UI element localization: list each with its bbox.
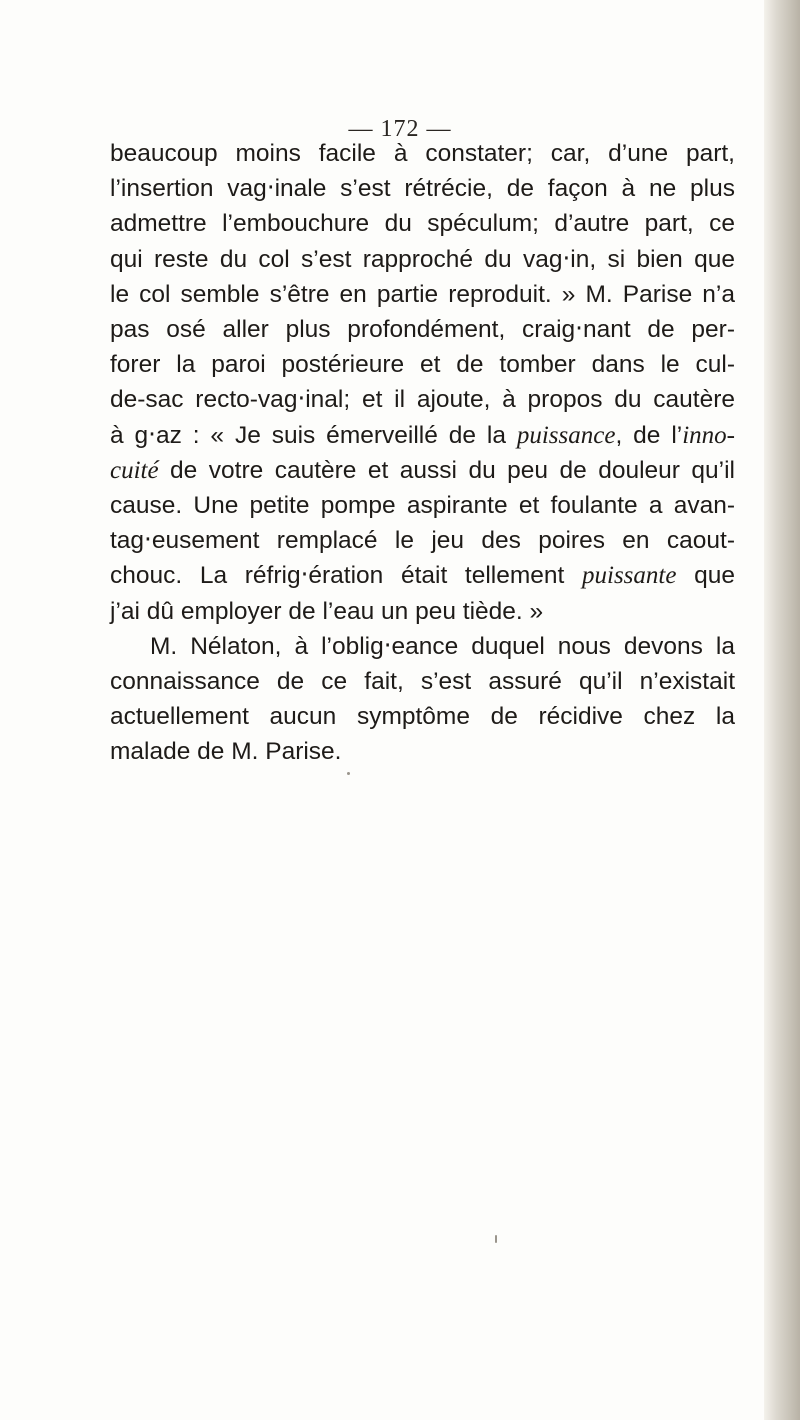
italic-word: puissance xyxy=(516,421,616,449)
paper-speck xyxy=(347,772,350,775)
paper-speck xyxy=(495,1235,497,1243)
text-line: beaucoup moins facile à constater; car, d’une part, xyxy=(110,140,735,167)
text-line: admettre l’embouchure du spéculum; d’autre part, ce xyxy=(110,210,735,238)
text-line: actuellement aucun symptôme de récidive chez la xyxy=(110,703,735,731)
text-line: pas osé aller plus profondément, craig‧nant de per- xyxy=(110,316,735,344)
text-line: j’ai dû employer de l’eau un peu tiède. » xyxy=(110,597,544,625)
italic-word: inno- xyxy=(682,421,735,449)
text-line: de-sac recto-vag‧inal; et il ajoute, à propos du cautère xyxy=(110,386,735,414)
text-line: à g‧az : « Je suis émerveillé de la puissance, de l’inno- xyxy=(110,421,735,449)
text-line: qui reste du col s’est rapproché du vag‧in, si bien que xyxy=(110,245,735,273)
body-text xyxy=(110,136,735,770)
text-line: l’insertion vag‧inale s’est rétrécie, de façon à ne plus xyxy=(110,175,735,203)
text-line: le col semble s’être en partie reproduit. » M. Parise n’a xyxy=(110,280,735,308)
page-number: — 172 — xyxy=(348,116,452,142)
text-line: connaissance de ce fait, s’est assuré qu’il n’existait xyxy=(110,668,735,696)
text-line: M. Nélaton, à l’oblig‧eance duquel nous devons la xyxy=(150,632,735,660)
italic-word: puissante xyxy=(582,562,677,590)
page-edge-shadow xyxy=(764,0,800,1420)
text-line: cuité de votre cautère et aussi du peu de douleur qu’il xyxy=(110,456,735,484)
text-line: cause. Une petite pompe aspirante et foulante a avan- xyxy=(110,492,735,520)
text-line: chouc. La réfrig‧ération était tellement puissante que xyxy=(110,562,735,590)
text-line: forer la paroi postérieure et de tomber dans le cul- xyxy=(110,351,735,379)
text-line: malade de M. Parise. xyxy=(110,738,342,766)
italic-word: cuité xyxy=(110,456,159,484)
text-line: tag‧eusement remplacé le jeu des poires en caout- xyxy=(110,527,735,555)
